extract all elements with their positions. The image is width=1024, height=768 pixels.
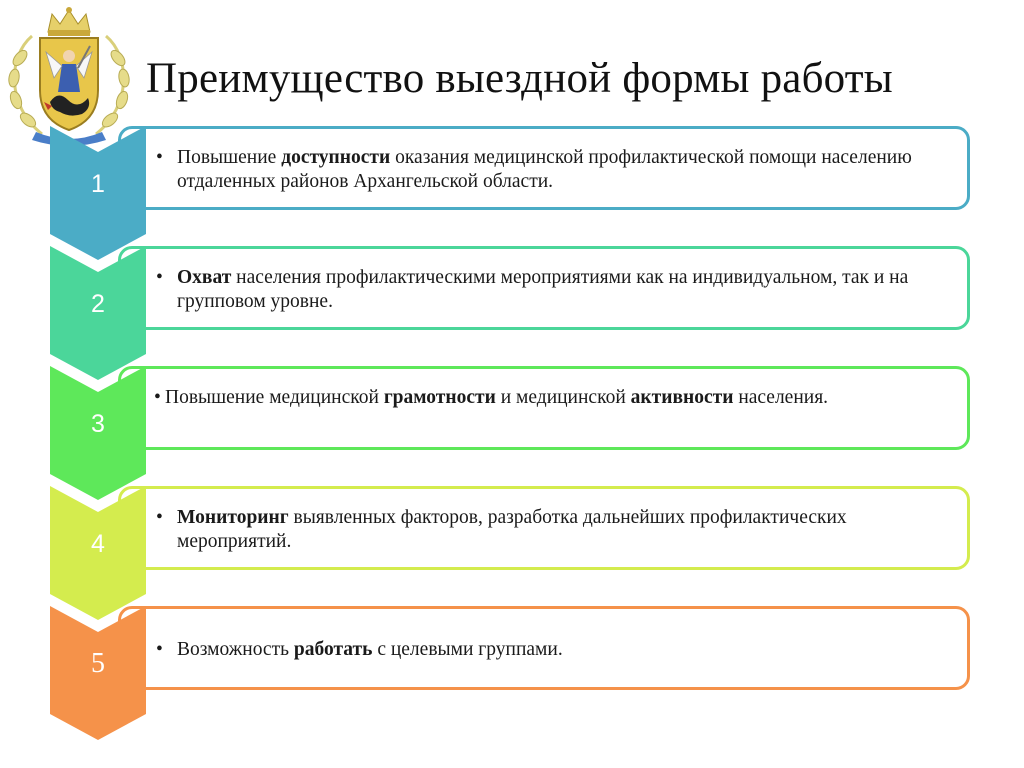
step-chevron-1 [50, 126, 146, 260]
step-bullet-1: • [156, 147, 163, 168]
step-text-3-keyword-1: грамотности [383, 387, 496, 408]
step-text-4-part-1: выявленных факторов, разработка дальнейших профилактических мероприятий. [177, 507, 847, 552]
step-bullet-4: • [156, 507, 163, 528]
step-number-5: 5 [91, 648, 105, 679]
step-text-2-part-1: населения профилактическими мероприятиями как на индивидуальном, так и на групповом уровне. [177, 267, 909, 312]
step-text-5-part-1: Возможность [177, 639, 294, 660]
step-bullet-2: • [156, 267, 163, 288]
step-text-1-keyword: доступности [281, 147, 391, 168]
step-chevron-3 [50, 366, 146, 500]
step-text-5-keyword: работать [293, 639, 373, 660]
step-text-1-part-1: Повышение [177, 147, 282, 168]
step-chevron-4 [50, 486, 146, 620]
step-text-5 [146, 638, 964, 662]
step-number-1: 1 [91, 170, 105, 198]
step-text-1 [146, 146, 964, 194]
page-title: Преимущество выездной формы работы [146, 55, 893, 102]
step-text-2-keyword: Охват [177, 267, 232, 288]
step-number-3: 3 [91, 410, 105, 438]
step-text-3 [146, 386, 964, 410]
step-number-2: 2 [91, 290, 105, 318]
step-bullet-3: • [154, 387, 161, 408]
step-text-5-part-2: с целевыми группами. [372, 639, 563, 660]
step-number-4: 4 [91, 530, 105, 558]
step-chevron-2 [50, 246, 146, 380]
step-text-3-part-2: и медицинской [495, 387, 631, 408]
step-text-3-part-1: Повышение медицинской [165, 387, 384, 408]
step-text-1-part-2: оказания медицинской профилактической помощи населению отдаленных районов Архангельской области. [177, 147, 912, 192]
step-text-3-part-3: населения. [733, 387, 829, 408]
step-text-3-keyword-2: активности [630, 387, 734, 408]
step-text-4-keyword: Мониторинг [177, 507, 289, 528]
step-bullet-5: • [156, 639, 163, 660]
step-chevron-5 [50, 606, 146, 740]
step-text-2 [146, 266, 964, 314]
step-text-4 [146, 506, 964, 554]
